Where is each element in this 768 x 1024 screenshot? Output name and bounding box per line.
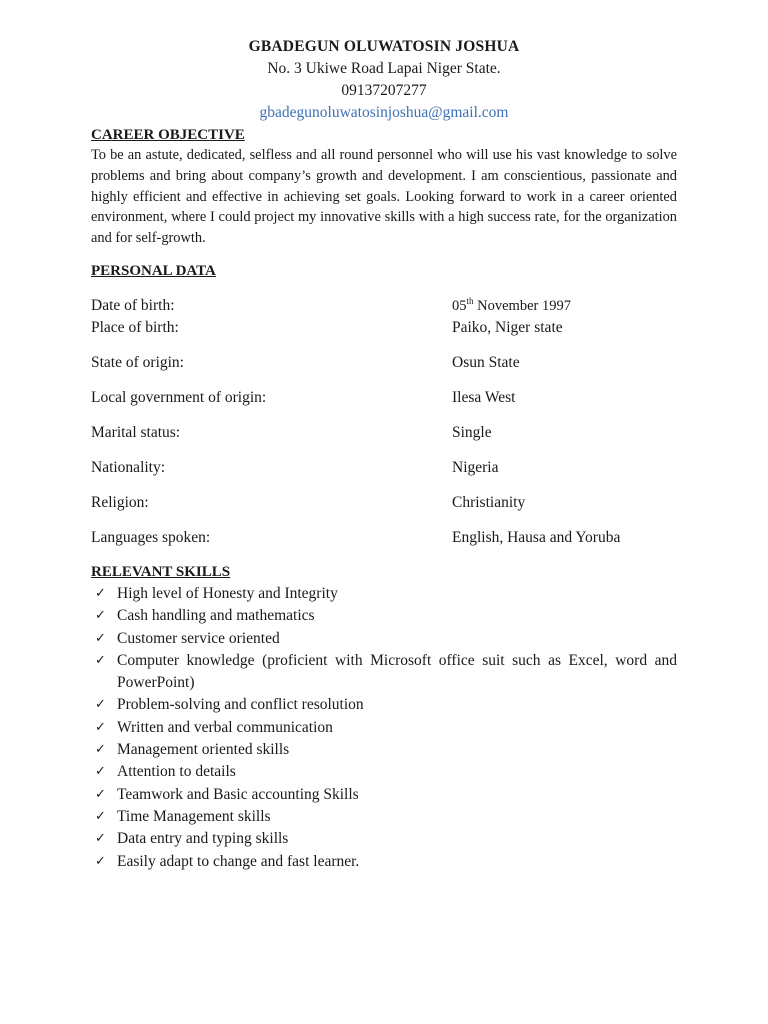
personal-data-value: Nigeria bbox=[452, 459, 499, 476]
skill-item bbox=[91, 628, 677, 650]
checkmark-icon: ✓ bbox=[95, 786, 106, 802]
skill-text: Easily adapt to change and fast learner. bbox=[117, 852, 360, 870]
dob-value bbox=[452, 296, 571, 316]
skill-text: Management oriented skills bbox=[117, 741, 290, 759]
checkmark-icon: ✓ bbox=[95, 853, 106, 869]
career-objective-text: To be an astute, dedicated, selfless and all round personnel who will use his vast knowledge to solve problems and bring about company’s growth and development. I am conscientious, passionate and highly efficient and effective in achieving set goals. Looking forward to work in a career oriented environment, where I could project my innovative skills with a high success rate, for the organization and for self-growth. bbox=[91, 147, 677, 247]
skill-text: Attention to details bbox=[117, 763, 236, 781]
skill-item bbox=[91, 583, 677, 605]
personal-data-heading: PERSONAL DATA bbox=[91, 263, 216, 279]
skill-text: Teamwork and Basic accounting Skills bbox=[117, 785, 359, 803]
checkmark-icon: ✓ bbox=[95, 719, 106, 735]
personal-data-value: Single bbox=[452, 424, 492, 441]
skill-item bbox=[91, 828, 677, 850]
dob-day: 05 bbox=[452, 298, 467, 314]
personal-data-label: Religion: bbox=[91, 494, 149, 511]
skill-item bbox=[91, 806, 677, 828]
skill-item bbox=[91, 717, 677, 739]
checkmark-icon: ✓ bbox=[95, 764, 106, 780]
personal-data-label: Local government of origin: bbox=[91, 389, 267, 406]
personal-data-label: Nationality: bbox=[91, 459, 166, 476]
address: No. 3 Ukiwe Road Lapai Niger State. bbox=[267, 60, 501, 77]
dob-rest: November 1997 bbox=[473, 298, 571, 314]
personal-data-label: Languages spoken: bbox=[91, 529, 211, 546]
personal-data-label: Place of birth: bbox=[91, 319, 179, 336]
skill-text: Time Management skills bbox=[117, 807, 271, 825]
checkmark-icon: ✓ bbox=[95, 630, 106, 646]
personal-data-label: Marital status: bbox=[91, 424, 181, 441]
skill-text: Data entry and typing skills bbox=[117, 830, 289, 848]
skill-text: Problem-solving and conflict resolution bbox=[117, 696, 364, 714]
phone-number: 09137207277 bbox=[341, 82, 427, 99]
skill-item bbox=[91, 761, 677, 783]
skill-item bbox=[91, 851, 677, 873]
checkmark-icon: ✓ bbox=[95, 652, 106, 668]
skill-text: Written and verbal communication bbox=[117, 718, 333, 736]
checkmark-icon: ✓ bbox=[95, 608, 106, 624]
checkmark-icon: ✓ bbox=[95, 697, 106, 713]
skill-text: Computer knowledge (proficient with Microsoft office suit such as Excel, word and PowerPoint) bbox=[117, 651, 677, 692]
skill-item bbox=[91, 650, 677, 695]
relevant-skills-heading: RELEVANT SKILLS bbox=[91, 564, 231, 580]
skill-text: High level of Honesty and Integrity bbox=[117, 585, 338, 602]
dob-label: Date of birth: bbox=[91, 297, 175, 314]
personal-data-value: Osun State bbox=[452, 354, 520, 371]
skills-list bbox=[91, 583, 677, 873]
checkmark-icon: ✓ bbox=[95, 586, 106, 601]
skill-item bbox=[91, 694, 677, 716]
skill-item bbox=[91, 605, 677, 627]
skill-item bbox=[91, 739, 677, 761]
personal-data-value: Ilesa West bbox=[452, 389, 516, 406]
checkmark-icon: ✓ bbox=[95, 808, 106, 824]
personal-data-value: Paiko, Niger state bbox=[452, 319, 563, 336]
personal-data-label: State of origin: bbox=[91, 354, 184, 371]
applicant-name: GBADEGUN OLUWATOSIN JOSHUA bbox=[248, 38, 520, 55]
skill-text: Customer service oriented bbox=[117, 629, 280, 647]
checkmark-icon: ✓ bbox=[95, 831, 106, 847]
skill-item bbox=[91, 784, 677, 806]
personal-data-value: English, Hausa and Yoruba bbox=[452, 529, 621, 546]
email-link[interactable]: gbadegunoluwatosinjoshua@gmail.com bbox=[259, 104, 509, 121]
checkmark-icon: ✓ bbox=[95, 742, 106, 758]
skill-text: Cash handling and mathematics bbox=[117, 607, 315, 625]
personal-data-value: Christianity bbox=[452, 494, 526, 511]
career-objective-heading: CAREER OBJECTIVE bbox=[91, 127, 245, 143]
dob-suffix: th bbox=[466, 296, 474, 306]
